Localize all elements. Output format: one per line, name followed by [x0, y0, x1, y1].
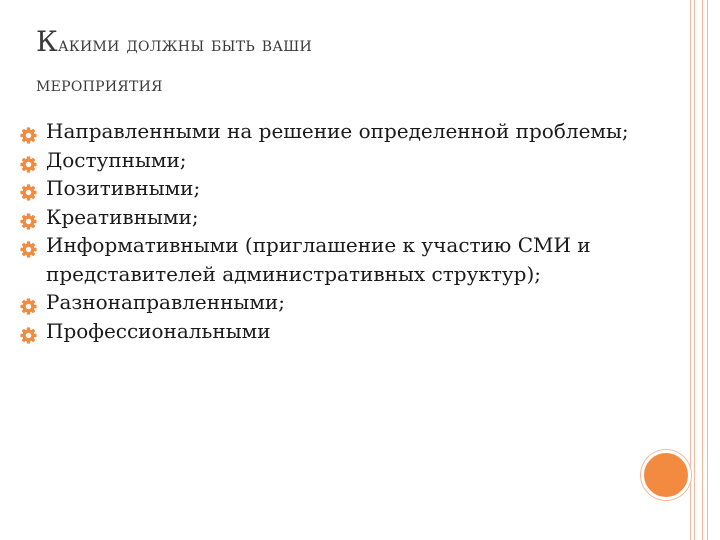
title-initial: К	[36, 25, 58, 58]
gear-icon	[20, 209, 37, 226]
gear-icon	[20, 152, 37, 169]
list-item	[20, 288, 630, 317]
border-line-2	[694, 0, 695, 540]
gear-icon	[20, 180, 37, 197]
slide-title	[36, 22, 312, 104]
title-line-1	[36, 22, 312, 64]
gear-icon	[20, 123, 37, 140]
list-item-text: Доступными;	[46, 147, 187, 172]
list-item-text: Направленными на решение определенной проблемы;	[46, 119, 629, 143]
title-rest: акими должны быть ваши	[57, 32, 313, 56]
list-item	[20, 174, 630, 203]
gear-icon	[20, 237, 37, 254]
list-item	[20, 231, 630, 288]
list-item-text: Разнонаправленными;	[46, 290, 285, 314]
list-item	[20, 203, 630, 232]
border-line-1	[690, 0, 691, 540]
gear-icon	[20, 323, 37, 340]
list-item-text: Профессиональными	[46, 318, 271, 343]
list-item-text: Позитивными;	[46, 176, 201, 200]
border-line-3	[702, 0, 703, 540]
decorative-circle	[641, 450, 691, 500]
gear-icon	[20, 294, 37, 311]
title-line-2: мероприятия	[36, 72, 163, 96]
list-item	[20, 317, 630, 346]
list-item	[20, 146, 630, 175]
bullet-list	[20, 117, 630, 345]
list-item-text: Информативными (приглашение к участию СМИ и представителей административных структур);	[46, 233, 591, 286]
list-item-text: Креативными;	[46, 204, 199, 229]
list-item	[20, 117, 630, 146]
border-line-4	[707, 0, 708, 540]
